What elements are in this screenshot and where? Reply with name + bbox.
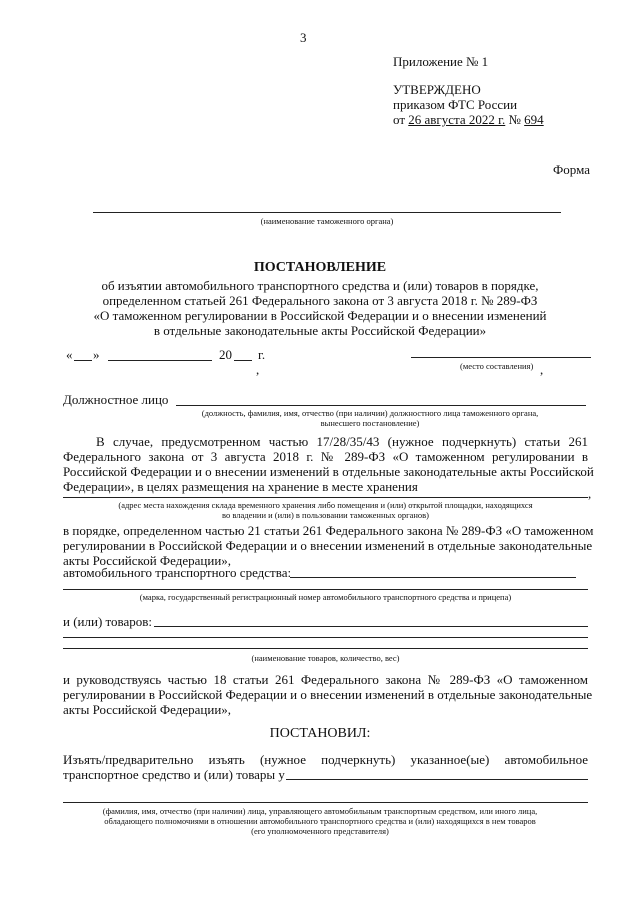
caption-place: (место составления): [460, 361, 534, 371]
order-number: 694: [524, 112, 544, 127]
para2-line-3: акты Российской Федерации»,: [63, 553, 232, 568]
place-field: [411, 357, 591, 358]
caption-person-3: (его уполномоченного представителя): [251, 826, 389, 836]
subtitle-line-2: определенном статьей 261 Федерального закона от 3 августа 2018 г. № 289-ФЗ: [102, 293, 538, 308]
order-date: 26 августа 2022 г.: [408, 112, 506, 127]
approved-stamp: УТВЕРЖДЕНО: [393, 82, 481, 97]
decided-heading: ПОСТАНОВИЛ:: [269, 726, 371, 741]
order-no-sign: №: [505, 112, 525, 127]
vehicle-label: автомобильного транспортного средства:: [63, 565, 292, 580]
order-reference: [393, 112, 544, 127]
subtitle-line-4: в отдельные законодательные акты Российской Федерации»: [153, 323, 487, 338]
para3-line-1: и руководствуясь частью 18 статьи 261 Федерального закона № 289-ФЗ «О таможенном: [63, 672, 588, 687]
date-comma-mark: ,: [256, 362, 260, 377]
para3-line-2: регулировании в Российской Федерации и о внесении изменений в отдельные законодательные: [63, 687, 593, 702]
approved-by-order: приказом ФТС России: [393, 97, 518, 112]
caption-person-2: обладающего полномочиями в отношении автомобильного транспортного средства и (или) находящихся в нем товаров: [104, 816, 536, 826]
person-field-1: [286, 779, 588, 780]
document-title: ПОСТАНОВЛЕНИЕ: [253, 260, 387, 275]
date-quote-close: »: [93, 347, 100, 362]
goods-field-3: [63, 648, 588, 649]
vehicle-field-2: [63, 589, 588, 590]
seize-line-2: транспортное средство и (или) товары у: [63, 767, 285, 782]
goods-field-2: [63, 637, 588, 638]
caption-storage-2: во владении и (или) в пользовании таможенных органов): [222, 510, 429, 520]
para1-line-1: В случае, предусмотренном частью 17/28/35/43 (нужное подчеркнуть) статьи 261: [96, 434, 588, 449]
caption-official-2: вынесшего постановление): [320, 418, 420, 428]
para1-line-2: Федерального закона от 3 августа 2018 г. № 289-ФЗ «О таможенном регулировании в: [63, 449, 588, 464]
vehicle-field: [290, 577, 576, 578]
caption-person-1: (фамилия, имя, отчество (при наличии) лица, управляющего автомобильным транспортным средством, или иного лица,: [102, 806, 538, 816]
official-label: Должностное лицо: [63, 392, 169, 407]
storage-place-field: [63, 497, 588, 498]
date-year-field: [234, 360, 252, 361]
subtitle-line-3: «О таможенном регулировании в Российской Федерации и о внесении изменений: [93, 308, 547, 323]
para3-line-3: акты Российской Федерации»,: [63, 702, 232, 717]
para1-line-3: Российской Федерации и о внесении изменений в отдельные законодательные акты Российской: [63, 464, 594, 479]
caption-vehicle: (марка, государственный регистрационный номер автомобильного транспортного средства и прицепа): [139, 592, 512, 602]
goods-label: и (или) товаров:: [63, 614, 153, 629]
date-day-field: [74, 360, 92, 361]
subtitle-line-1: об изъятии автомобильного транспортного средства и (или) товаров в порядке,: [101, 278, 539, 293]
place-comma-mark: ,: [540, 362, 544, 377]
date-year-suffix: г.: [258, 347, 266, 362]
seize-line-1: Изъять/предварительно изъять (нужное подчеркнуть) указанное(ые) автомобильное: [63, 752, 588, 767]
date-month-field: [108, 360, 212, 361]
date-year-prefix: 20: [219, 347, 232, 362]
caption-storage-1: (адрес места нахождения склада временного хранения либо помещения и (или) открытой площадки, находящихся: [118, 500, 533, 510]
para2-line-1: в порядке, определенном частью 21 статьи 261 Федерального закона № 289-ФЗ «О таможенном: [63, 523, 594, 538]
appendix-label: Приложение № 1: [393, 54, 489, 69]
storage-comma-mark: ,: [588, 486, 592, 501]
caption-customs-body: (наименование таможенного органа): [260, 216, 394, 226]
para1-line-4: Федерации», в целях размещения на хранение в месте хранения: [63, 479, 418, 494]
official-field: [176, 405, 586, 406]
date-quote-open: «: [66, 347, 73, 362]
goods-field-1: [154, 626, 588, 627]
customs-body-field: [93, 212, 561, 213]
caption-goods: (наименование товаров, количество, вес): [251, 653, 400, 663]
order-prefix: от: [393, 112, 409, 127]
person-field-2: [63, 802, 588, 803]
page-number: 3: [300, 30, 307, 45]
form-label: Форма: [553, 162, 590, 177]
para2-line-2: регулировании в Российской Федерации и о внесении изменений в отдельные законодательные: [63, 538, 593, 553]
caption-official-1: (должность, фамилия, имя, отчество (при наличии) должностного лица таможенного органа,: [201, 408, 539, 418]
